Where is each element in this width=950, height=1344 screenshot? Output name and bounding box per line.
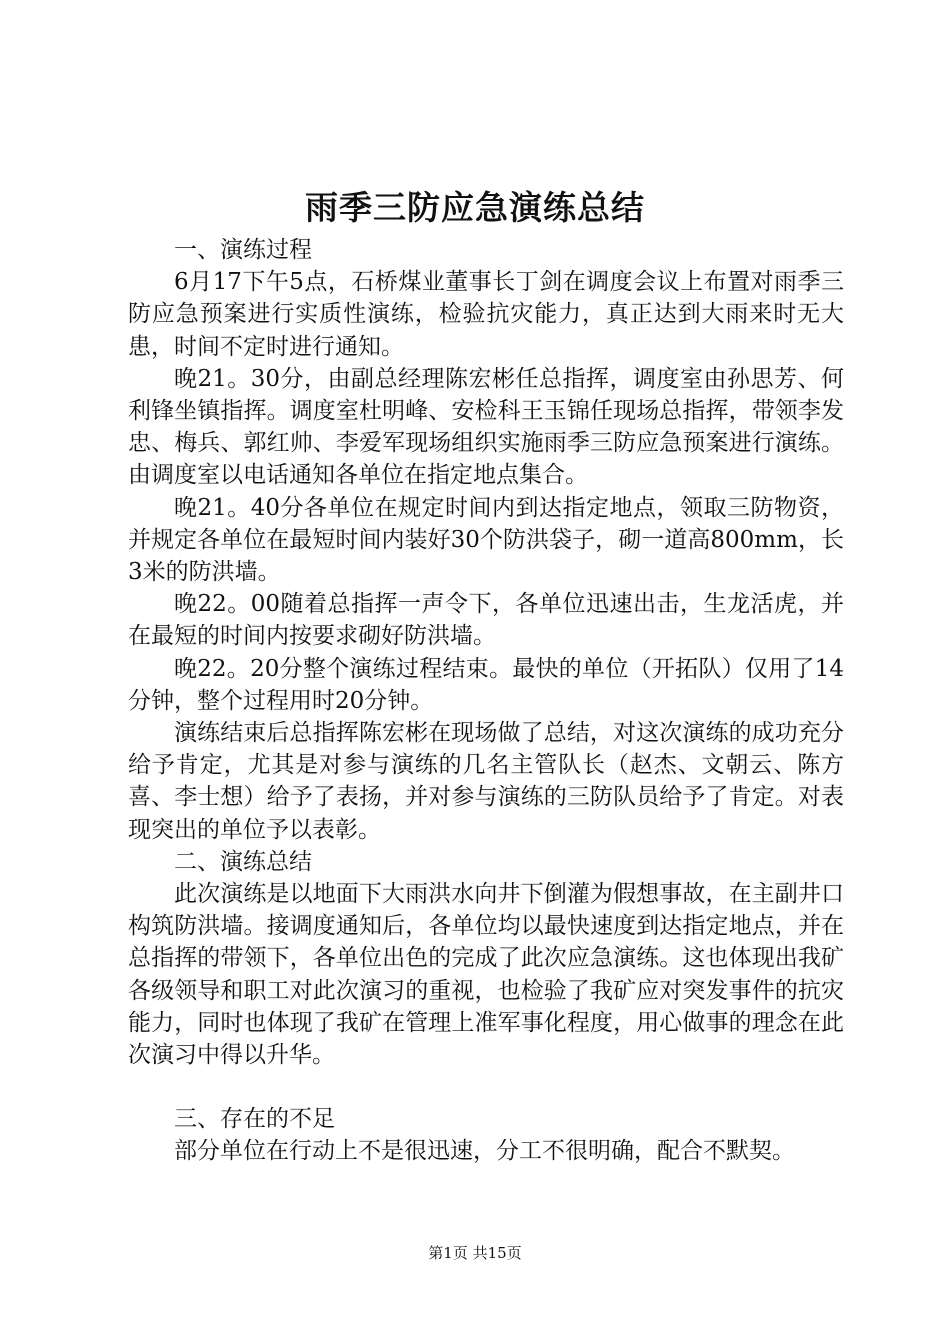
- document-title: 雨季三防应急演练总结: [305, 188, 645, 227]
- paragraph: 6月17下午5点，石桥煤业董事长丁剑在调度会议上布置对雨季三防应急预案进行实质性演练，检验抗灾能力，真正达到大雨来时无大患，时间不定时进行通知。: [128, 269, 844, 360]
- paragraph: 晚22。00随着总指挥一声令下，各单位迅速出击，生龙活虎，并在最短的时间内按要求砌好防洪墙。: [128, 591, 844, 650]
- paragraph: 晚22。20分整个演练过程结束。最快的单位（开拓队）仅用了14分钟，整个过程用时20分钟。: [128, 655, 844, 714]
- paragraph: 晚21。30分，由副总经理陈宏彬任总指挥，调度室由孙思芳、何利锋坐镇指挥。调度室杜明峰、安检科王玉锦任现场总指挥，带领李发忠、梅兵、郭红帅、李爱军现场组织实施雨季三防应急预案进行演练。由调度室以电话通知各单位在指定地点集合。: [128, 365, 844, 489]
- paragraph: 部分单位在行动上不是很迅速，分工不很明确，配合不默契。: [174, 1138, 795, 1165]
- section-heading-shortcomings: 三、存在的不足: [174, 1106, 335, 1133]
- section-heading-process: 一、演练过程: [174, 237, 312, 263]
- paragraph: 演练结束后总指挥陈宏彬在现场做了总结，对这次演练的成功充分给予肯定，尤其是对参与演练的几名主管队长（赵杰、文朝云、陈方喜、李士想）给予了表扬，并对参与演练的三防队员给予了肯定。对表现突出的单位予以表彰。: [128, 720, 844, 843]
- paragraph: 此次演练是以地面下大雨洪水向井下倒灌为假想事故，在主副井口构筑防洪墙。接调度通知后，各单位均以最快速度到达指定地点，并在总指挥的带领下，各单位出色的完成了此次应急演练。这也体现出我矿各级领导和职工对此次演习的重视，也检验了我矿应对突发事件的抗灾能力，同时也体现了我矿在管理上准军事化程度，用心做事的理念在此次演习中得以升华。: [128, 881, 844, 1069]
- paragraph: 晚21。40分各单位在规定时间内到达指定地点，领取三防物资，并规定各单位在最短时间内装好30个防洪袋子，砌一道高800mm，长3米的防洪墙。: [128, 494, 844, 586]
- page-footer: 第1页 共15页: [428, 1244, 522, 1262]
- document-body: [128, 234, 844, 1168]
- section-heading-summary: 二、演练总结: [174, 848, 312, 875]
